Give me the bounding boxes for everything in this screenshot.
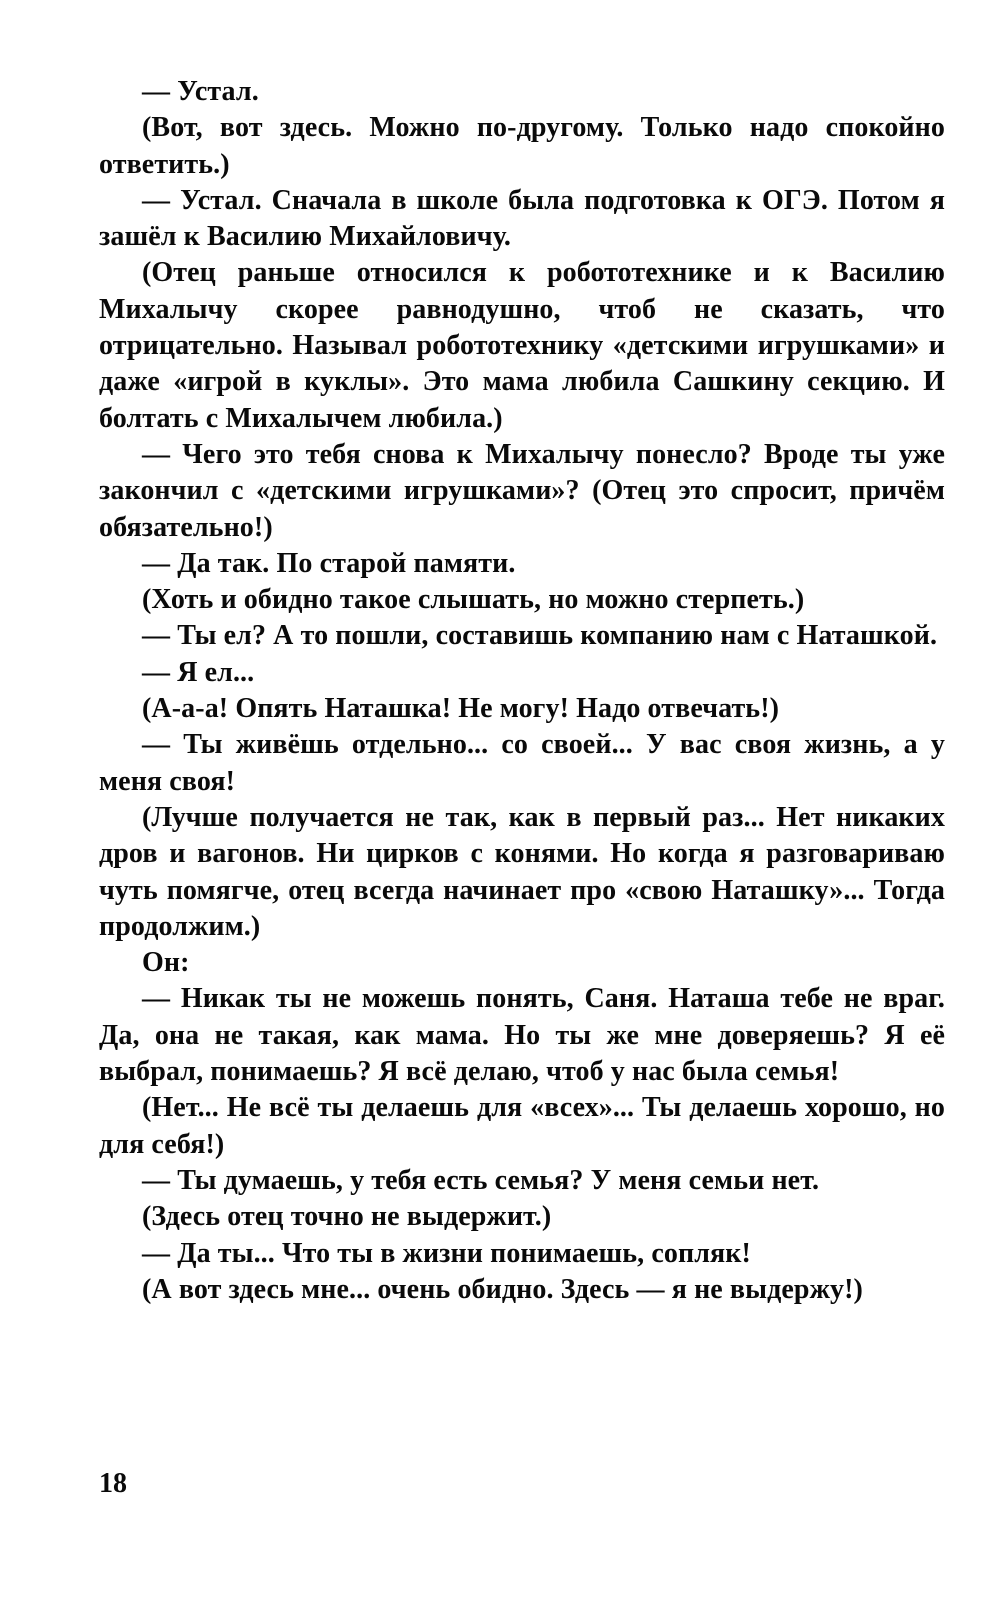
paragraph-3: — Устал. Сначала в школе была подготовка к ОГЭ. Потом я зашёл к Василию Михайловичу. — [99, 184, 945, 253]
paragraph-13: Он: — [142, 947, 190, 979]
paragraph-7: (Хоть и обидно такое слышать, но можно стерпеть.) — [142, 584, 805, 616]
paragraph-18: — Да ты... Что ты в жизни понимаешь, сопляк! — [142, 1237, 751, 1269]
body-text — [99, 74, 945, 1308]
paragraph-14: — Никак ты не можешь понять, Саня. Наташа тебе не враг. Да, она не такая, как мама. Но ты же мне доверяешь? Я её выбрал, понимаешь? Я всё делаю, чтоб у нас была семья! — [99, 983, 945, 1088]
paragraph-19: (А вот здесь мне... очень обидно. Здесь — я не выдержу!) — [142, 1273, 863, 1305]
paragraph-11: — Ты живёшь отдельно... со своей... У вас своя жизнь, а у меня своя! — [99, 729, 945, 797]
paragraph-1: — Устал. — [142, 76, 259, 107]
paragraph-5: — Чего это тебя снова к Михалычу понесло? Вроде ты уже закончил с «детскими игрушками»? (Отец это спросит, причём обязательно!) — [99, 438, 945, 543]
paragraph-16: — Ты думаешь, у тебя есть семья? У меня семьи нет. — [142, 1164, 820, 1196]
page-number: 18 — [99, 1468, 127, 1499]
paragraph-15: (Нет... Не всё ты делаешь для «всех»... Ты делаешь хорошо, но для себя!) — [99, 1092, 945, 1160]
paragraph-12: (Лучше получается не так, как в первый раз... Нет никаких дров и вагонов. Ни цирков с конями. Но когда я разговариваю чуть помягче, отец всегда начинает про «свою Наташку»... Тогда продолжим.) — [99, 801, 945, 942]
paragraph-8: — Ты ел? А то пошли, составишь компанию нам с Наташкой. — [142, 620, 938, 652]
paragraph-4: (Отец раньше относился к робототехнике и к Василию Михалычу скорее равнодушно, чтоб не сказать, что отрицательно. Называл робототехнику «детскими игрушками» и даже «игрой в куклы». Это мама любила Сашкину секцию. И болтать с Михалычем любила.) — [99, 257, 945, 434]
paragraph-9: — Я ел... — [142, 656, 255, 688]
paragraph-10: (А-а-а! Опять Наташка! Не могу! Надо отвечать!) — [142, 693, 780, 725]
paragraph-6: — Да так. По старой памяти. — [142, 547, 516, 579]
paragraph-2: (Вот, вот здесь. Можно по-другому. Только надо спокойно ответить.) — [99, 112, 945, 180]
paragraph-17: (Здесь отец точно не выдержит.) — [142, 1201, 552, 1233]
